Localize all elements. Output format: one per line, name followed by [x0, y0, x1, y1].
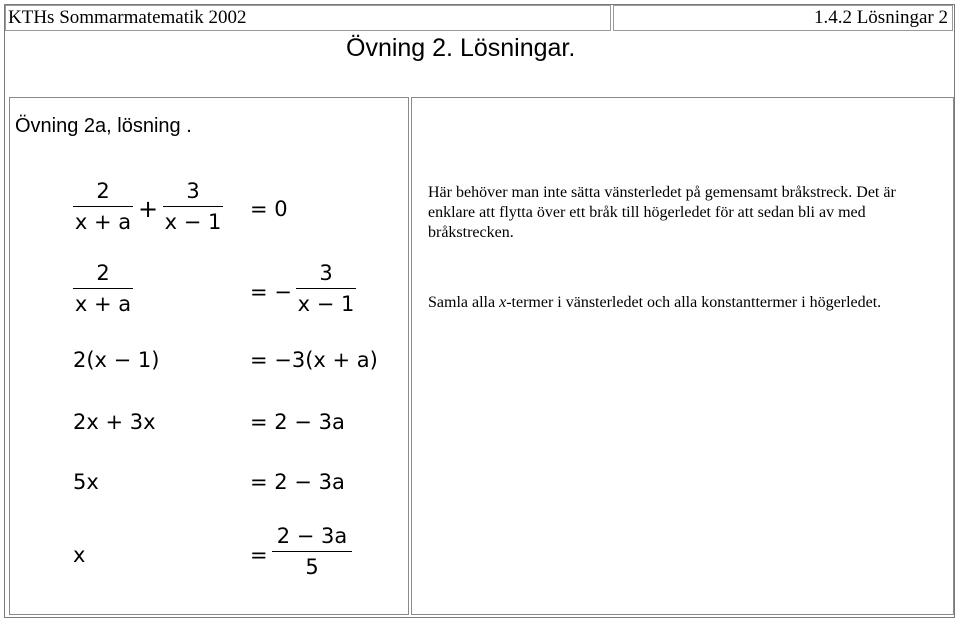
- fraction-bar: [296, 288, 356, 289]
- equation-row4-rhs: = 2 − 3a: [250, 410, 345, 434]
- explanation-text-start: Samla alla: [428, 294, 500, 311]
- explanation-paragraph-1: Här behöver man inte sätta vänsterledet på gemensamt bråkstreck. Det är enklare att flytta över ett bråk till högerledet för att sedan bli av med bråkstrecken.: [428, 184, 896, 241]
- equation-row2-rhs-fraction: [296, 260, 356, 317]
- fraction-bar: [272, 551, 352, 552]
- equation-row3-lhs: 2(x − 1): [73, 348, 160, 372]
- equation-row6-equals: =: [250, 543, 268, 567]
- fraction-numerator: 3: [186, 179, 200, 203]
- equation-row1-rhs: = 0: [250, 197, 288, 221]
- equation-row4-lhs: 2x + 3x: [73, 410, 156, 434]
- equation-row6-lhs: x: [73, 543, 86, 567]
- fraction-numerator: 2 − 3a: [276, 524, 348, 548]
- equation-row6-rhs-fraction: [272, 523, 352, 580]
- fraction-bar: [73, 206, 133, 207]
- fraction-numerator: 2: [96, 261, 110, 285]
- page-title: Övning 2. Lösningar.: [346, 34, 576, 62]
- plus-sign: +: [138, 195, 159, 223]
- fraction-bar: [163, 206, 223, 207]
- explanation-paragraph-2: [428, 293, 943, 313]
- variable-x: x: [499, 294, 507, 311]
- header-section-label: 1.4.2 Lösningar 2: [613, 5, 953, 31]
- explanation-text-end: -termer i vänsterledet och alla konstanttermer i högerledet.: [506, 294, 882, 311]
- equation-row1-fraction2: [163, 178, 223, 235]
- equation-row3-rhs: = −3(x + a): [250, 348, 378, 372]
- fraction-denominator: x − 1: [297, 292, 355, 316]
- fraction-numerator: 2: [96, 179, 110, 203]
- fraction-denominator: x + a: [74, 210, 132, 234]
- explanation-panel: [411, 97, 954, 615]
- equation-row5-rhs: = 2 − 3a: [250, 470, 345, 494]
- equation-row1-fraction1: [73, 178, 133, 235]
- fraction-denominator: 5: [305, 555, 319, 579]
- fraction-denominator: x − 1: [164, 210, 222, 234]
- equation-row2-lhs-fraction: [73, 260, 133, 317]
- section-heading: Övning 2a, lösning .: [15, 115, 192, 137]
- fraction-bar: [73, 288, 133, 289]
- header-course-title: KTHs Sommarmatematik 2002: [5, 5, 611, 31]
- fraction-denominator: x + a: [74, 292, 132, 316]
- equation-row2-equals-minus: = −: [250, 280, 292, 304]
- fraction-numerator: 3: [319, 261, 333, 285]
- equation-row5-lhs: 5x: [73, 470, 99, 494]
